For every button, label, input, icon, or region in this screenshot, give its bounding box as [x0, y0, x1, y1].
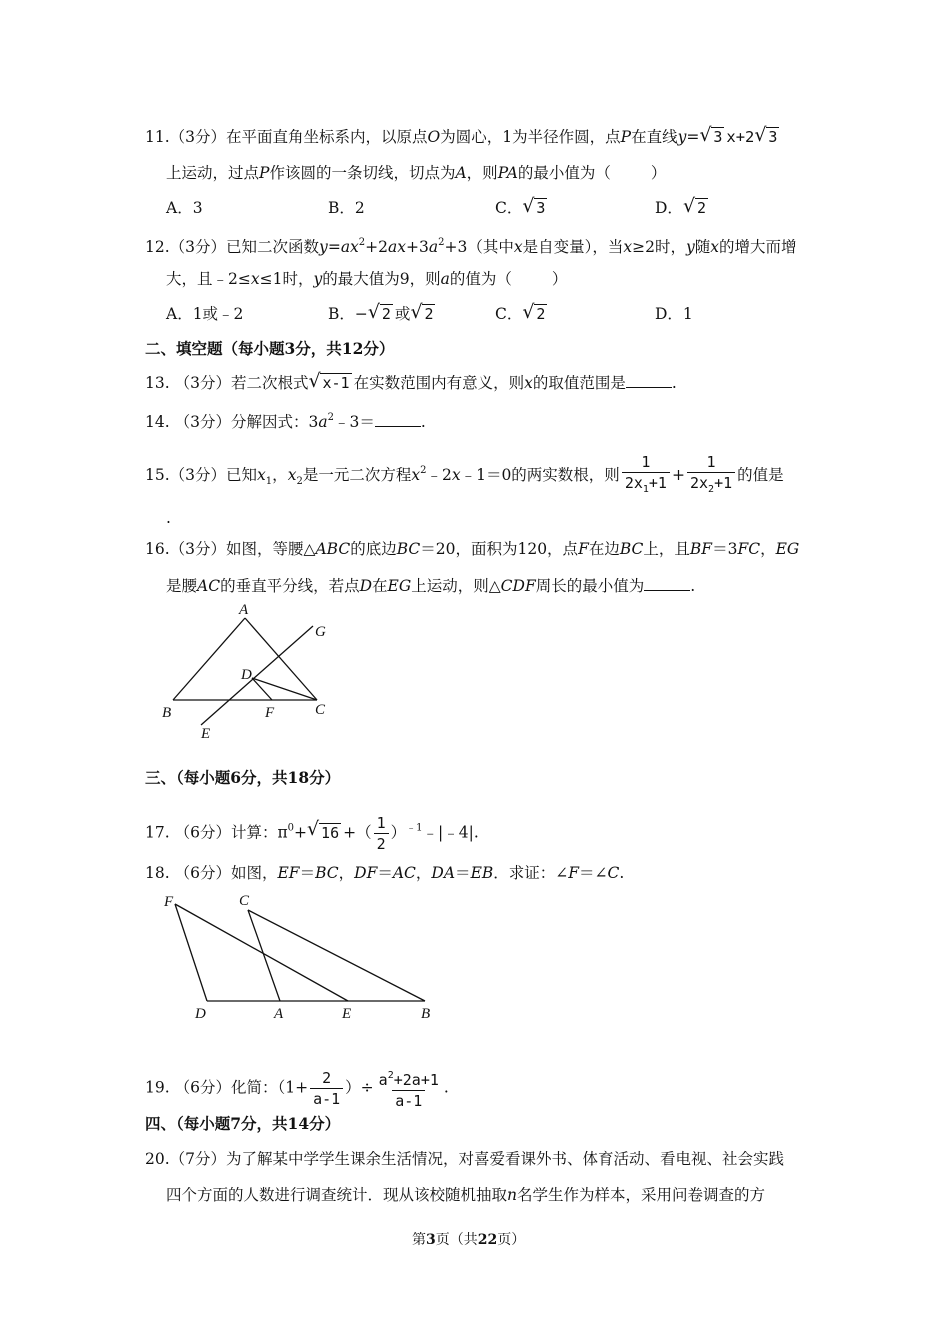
label-c: C [239, 893, 250, 909]
q15-blank-dot: . [166, 509, 171, 527]
label-a: A [239, 602, 249, 618]
q11-options [166, 197, 203, 219]
q16-triangle-figure [155, 600, 355, 745]
page-footer: 第3页（共22页） [412, 1232, 526, 1248]
label-g: G [315, 624, 326, 640]
answer-blank[interactable] [626, 373, 672, 388]
section-3-heading: 三、（每小题6分，共18分） [145, 768, 341, 787]
label-c: C [315, 702, 326, 718]
q20-line1: 20.（7分）为了解某中学学生课余生活情况，对喜爱看课外书、体育活动、看电视、社会实践 [145, 1150, 785, 1168]
label-d: D [195, 1006, 206, 1022]
fraction-1: $\frac{1}{2x_1+1}$ [622, 452, 670, 500]
answer-blank[interactable] [644, 576, 690, 591]
q16-line2: 是腰AC的垂直平分线，若点D在EG上运动，则△CDF周长的最小值为 . [166, 577, 696, 595]
q17: 17. （6分）计算：$\pi^0+$ √ 16 +（ $\frac{1}{2}$ ）$^{﹣1}$﹣|﹣4|. [145, 814, 479, 853]
q12-line2: 大，且﹣2≤x≤1时，y的最大值为9，则a的值为（ ） [166, 270, 568, 288]
sqrt3-a: √ 3 [699, 124, 723, 146]
q12-option-a: A．1或﹣2 [166, 305, 244, 323]
q14: 14. （3分）分解因式：$3a^2﹣3=$ . [145, 412, 426, 431]
option-a: A．3 [166, 199, 203, 217]
label-e: E [201, 726, 211, 742]
label-b: B [162, 705, 172, 721]
q15: 15.（3分）已知$x_1$，$x_2$是一元二次方程$x^2﹣2x﹣1=0$的两实数根，则 $\frac{1}{2x_1+1}$ + $\frac{1}{2x_2+1}$ 的值是 [145, 452, 784, 500]
q12-option-d: D．1 [655, 305, 693, 323]
section-2-heading: 二、填空题（每小题3分，共12分） [145, 339, 395, 358]
label-e: E [342, 1006, 352, 1022]
label-f: F [265, 705, 275, 721]
q16-line1: 16.（3分）如图，等腰△ABC的底边BC＝20，面积为120，点F在边BC上，且BF＝3FC，EG [145, 540, 800, 558]
q11-option-c: C． √ 3 [495, 195, 546, 217]
q19: 19. （6分）化简：（1+ $\frac{2}{a-1}$ ）÷ $\frac{a^2+2a+1}{a-1}$ . [145, 1069, 449, 1110]
fraction-2: $\frac{1}{2x_2+1}$ [687, 452, 735, 500]
q12-line1: 12.（3分）已知二次函数$y=ax^2+2ax+3a^2+3$（其中x是自变量），当x≥2时，y随x的增大而增 [145, 237, 797, 256]
label-b: B [421, 1006, 431, 1022]
segment-ab [173, 618, 245, 700]
q11-option-b: B．2 [328, 199, 365, 217]
label-f: F [164, 894, 174, 910]
answer-blank[interactable] [375, 412, 421, 427]
segment-fe [175, 904, 348, 1001]
sqrt3-b: √ 3 [754, 124, 778, 146]
q12-option-b: B．− √ 2 或 √ 2 [328, 301, 434, 323]
label-a: A [274, 1006, 284, 1022]
q11-line1: 11.（3分）在平面直角坐标系内，以原点O为圆心，1为半径作圆，点P在直线y= √ 3 x+2 √ 3 [145, 124, 778, 146]
q11-option-d: D． √ 2 [655, 195, 706, 217]
label-d: D [241, 667, 252, 683]
q18: 18. （6分）如图，EF＝BC，DF＝AC，DA＝EB．求证：∠F＝∠C. [145, 864, 625, 882]
q18-triangles-figure [155, 888, 445, 1023]
q12-option-c: C． √ 2 [495, 301, 546, 323]
q20-line2: 四个方面的人数进行调查统计．现从该校随机抽取n名学生作为样本，采用问卷调查的方 [166, 1186, 766, 1204]
q13: 13. （3分）若二次根式 √ x-1 在实数范围内有意义，则x的取值范围是 . [145, 370, 677, 392]
section-4-heading: 四、（每小题7分，共14分） [145, 1114, 341, 1133]
q11-line2: 上运动，过点P作该圆的一条切线，切点为A，则PA的最小值为（ ） [166, 164, 667, 182]
